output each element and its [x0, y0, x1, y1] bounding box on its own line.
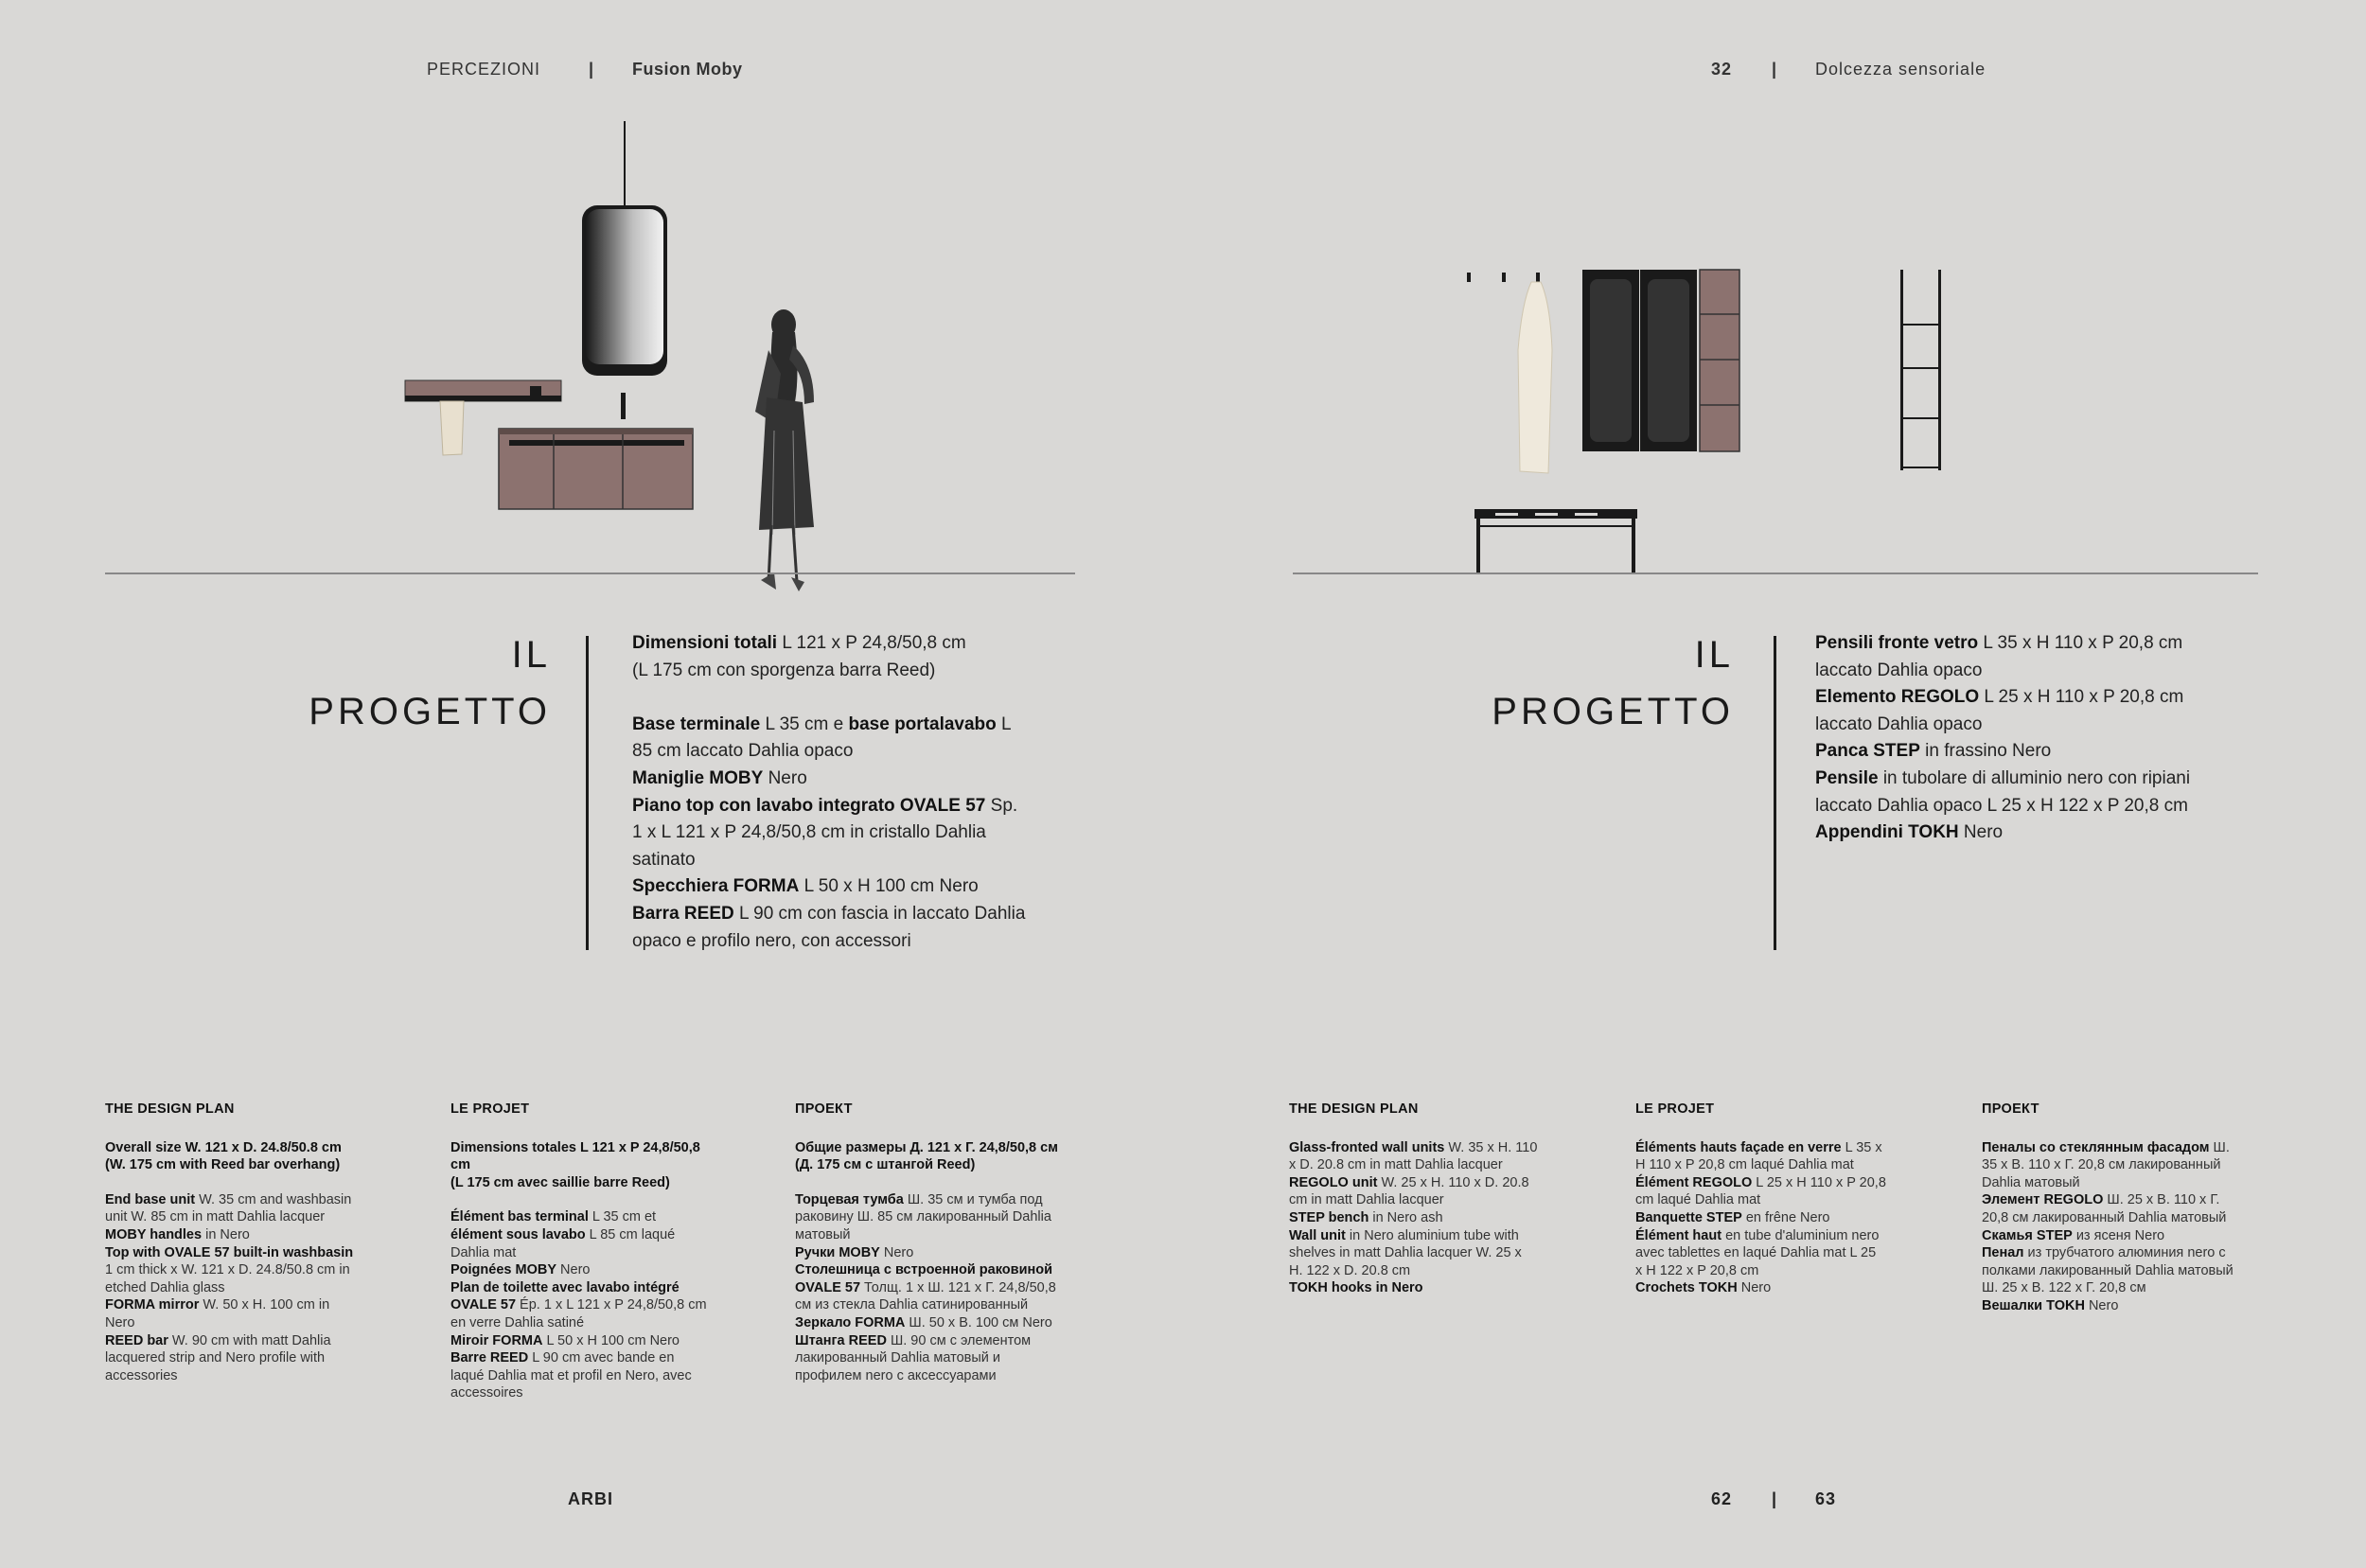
floor-line-left [105, 573, 1075, 574]
label-bold: (W. 175 cm with Reed bar overhang) [105, 1157, 341, 1173]
label-text: 1 x L 121 x P 24,8/50,8 cm in cristallo Dahlia [632, 822, 986, 843]
label-bold: REGOLO unit [1289, 1174, 1378, 1190]
column-line [450, 1226, 727, 1244]
person-silhouette [755, 309, 814, 591]
column-line [105, 1191, 383, 1209]
label-text: Ép. 1 x L 121 x P 24,8/50,8 cm [516, 1297, 707, 1313]
column-line [1635, 1139, 1912, 1157]
column-body [1982, 1139, 2258, 1315]
column-line [1635, 1227, 1912, 1245]
label-bold: Élément haut [1635, 1227, 1722, 1243]
label-text: 20,8 см лакированный Dahlia матовый [1982, 1209, 2227, 1225]
label-bold: Общие размеры Д. 121 x Г. 24,8/50,8 см [795, 1139, 1058, 1155]
label-text: W. 25 x H. 110 x D. 20.8 [1377, 1174, 1529, 1190]
label-text: laccato Dahlia opaco [1815, 660, 1983, 680]
column-line [450, 1367, 727, 1385]
column-line [795, 1261, 1071, 1279]
label-text: in tubolare di alluminio nero con ripiani [1878, 767, 2191, 788]
label-bold: Overall size W. 121 x D. 24.8/50.8 cm [105, 1139, 342, 1155]
label-text: Nero [105, 1314, 135, 1330]
right-column-french [1635, 1101, 1912, 1297]
column-line [1982, 1279, 2258, 1297]
label-bold: Specchiera FORMA [632, 876, 800, 897]
spec-line [1815, 819, 2269, 847]
column-line [1289, 1174, 1565, 1192]
left-title-divider [586, 636, 589, 950]
label-text: H 110 x P 20,8 cm laqué Dahlia mat [1635, 1157, 1854, 1173]
label-bold: Éléments hauts façade en verre [1635, 1139, 1842, 1155]
label-text: en tube d'aluminium nero [1722, 1227, 1880, 1243]
column-line [795, 1314, 1071, 1332]
aluminium-wall-unit [1900, 270, 1903, 470]
column-line [1635, 1262, 1912, 1280]
spacer [795, 1174, 1071, 1191]
column-line [105, 1208, 383, 1226]
right-column-russian [1982, 1101, 2258, 1315]
column-line [450, 1332, 727, 1350]
column-line [450, 1156, 727, 1174]
label-text: Sp. [985, 795, 1018, 816]
tokh-hook [1502, 273, 1506, 282]
column-line [1289, 1279, 1565, 1297]
label-bold: Зеркало FORMA [795, 1314, 906, 1330]
spec-line [1815, 766, 2269, 793]
label-text: полками лакированный Dahlia матовый [1982, 1262, 2234, 1278]
label-text: Nero [1737, 1280, 1772, 1296]
right-column-english [1289, 1101, 1565, 1297]
tokh-hook [1467, 273, 1471, 282]
label-text: W. 35 x H. 110 [1444, 1139, 1538, 1155]
label-bold: STEP bench [1289, 1209, 1369, 1225]
label-bold: Crochets TOKH [1635, 1280, 1738, 1296]
label-text: laqué Dahlia mat et profil en Nero, avec [450, 1367, 692, 1383]
spec-line [632, 901, 1086, 928]
spec-line [1815, 738, 2269, 766]
label-bold: Dimensions totales L 121 x P 24,8/50,8 [450, 1139, 700, 1155]
label-text: L 35 cm e [760, 714, 849, 734]
label-text: avec tablettes en laqué Dahlia mat L 25 [1635, 1245, 1877, 1261]
label-bold: OVALE 57 [450, 1297, 517, 1313]
spec-line [632, 630, 1086, 658]
label-bold: base portalavabo [848, 714, 997, 734]
spacer [450, 1191, 727, 1208]
column-line [1289, 1139, 1565, 1157]
label-text: Nero [879, 1244, 914, 1260]
column-line [105, 1332, 383, 1350]
label-text: x D. 20.8 cm in matt Dahlia lacquer [1289, 1157, 1503, 1173]
column-line [1289, 1209, 1565, 1227]
label-text: W. 90 cm with matt Dahlia [168, 1332, 331, 1348]
label-bold: Pensili fronte vetro [1815, 633, 1979, 653]
column-line [1635, 1209, 1912, 1227]
spec-line [632, 712, 1086, 739]
label-bold: Banquette STEP [1635, 1209, 1742, 1225]
label-text: x H 122 x P 20,8 cm [1635, 1262, 1759, 1278]
label-text: L 85 cm laqué [585, 1226, 676, 1242]
label-text: L 90 cm avec bande en [528, 1350, 675, 1366]
column-line [795, 1156, 1071, 1174]
label-text: L 90 cm con fascia in laccato Dahlia [733, 903, 1026, 924]
label-text: opaco e profilo nero, con accessori [632, 930, 911, 951]
label-text: Nero [2084, 1297, 2119, 1313]
column-line [795, 1349, 1071, 1367]
bathroom-vanity-illustration [397, 118, 833, 610]
label-bold: TOKH hooks in Nero [1289, 1280, 1423, 1296]
footer-page-left: 62 [1711, 1489, 1733, 1508]
label-text: Ш. [2209, 1139, 2230, 1155]
column-line [450, 1139, 727, 1157]
column-line [1982, 1191, 2258, 1209]
label-bold: Штанга REED [795, 1332, 887, 1348]
left-column-english [105, 1101, 383, 1384]
label-text: in Nero [202, 1226, 250, 1242]
label-text: cm in matt Dahlia lacquer [1289, 1192, 1444, 1208]
label-bold: (L 175 cm avec saillie barre Reed) [450, 1174, 670, 1190]
label-bold: Élément REGOLO [1635, 1174, 1753, 1190]
label-text: en verre Dahlia satiné [450, 1314, 585, 1330]
label-bold: Элемент REGOLO [1982, 1192, 2104, 1208]
left-page-title: IL PROGETTO [309, 634, 551, 732]
column-line [1635, 1174, 1912, 1192]
label-bold: cm [450, 1157, 470, 1173]
column-body [1289, 1139, 1565, 1297]
spec-line [632, 793, 1086, 820]
tokh-hook [1536, 273, 1540, 282]
column-line [795, 1332, 1071, 1350]
column-line [105, 1314, 383, 1332]
footer-brand: ARBI [568, 1489, 613, 1508]
header-separator-right: | [1772, 60, 1778, 79]
column-line [1289, 1227, 1565, 1245]
label-bold: Élément bas terminal [450, 1209, 589, 1225]
label-bold: Barre REED [450, 1350, 529, 1366]
label-text: L 25 x H 110 x P 20,8 [1752, 1174, 1886, 1190]
column-line [795, 1279, 1071, 1297]
right-title-divider [1774, 636, 1776, 950]
spec-line [632, 766, 1086, 793]
header-section: PERCEZIONI [427, 60, 541, 79]
spacer [105, 1174, 383, 1191]
label-text: см из стекла Dahlia сатинированный [795, 1297, 1029, 1313]
footer-page-right: 63 [1815, 1489, 1837, 1508]
column-heading: LE PROJET [1635, 1101, 1715, 1117]
label-text: L 35 cm et [588, 1209, 657, 1225]
label-bold: Вешалки TOKH [1982, 1297, 2085, 1313]
label-text: L 35 x [1841, 1139, 1882, 1155]
label-bold: Maniglie MOBY [632, 767, 764, 788]
label-text: Dahlia матовый [1982, 1174, 2080, 1190]
label-bold: Glass-fronted wall units [1289, 1139, 1445, 1155]
column-line [795, 1139, 1071, 1157]
column-line [450, 1174, 727, 1192]
column-line [450, 1384, 727, 1402]
column-line [450, 1279, 727, 1297]
label-text: en frêne Nero [1741, 1209, 1830, 1225]
column-line [795, 1296, 1071, 1314]
column-line [1635, 1191, 1912, 1209]
label-text: Ш. 90 см с элементом [886, 1332, 1032, 1348]
column-line [105, 1261, 383, 1279]
label-bold: Столешница с встроенной раковиной [795, 1262, 1053, 1278]
label-bold: Piano top con lavabo integrato OVALE 57 [632, 795, 986, 816]
floor-line-right [1293, 573, 2258, 574]
label-text: laccato Dahlia opaco L 25 x H 122 x P 20,8 cm [1815, 795, 2188, 816]
column-line [450, 1261, 727, 1279]
label-text: Ш. 25 x В. 110 x Г. [2103, 1192, 2220, 1208]
left-spec-list [632, 630, 1086, 955]
spec-line [632, 738, 1086, 766]
column-heading: ПРОЕКТ [795, 1101, 853, 1117]
column-line [1635, 1156, 1912, 1174]
label-text: H. 122 x D. 20.8 cm [1289, 1262, 1411, 1278]
column-line [105, 1367, 383, 1385]
label-bold: Barra REED [632, 903, 734, 924]
label-text: L 35 x H 110 x P 20,8 cm [1978, 633, 2183, 653]
label-bold: Pensile [1815, 767, 1879, 788]
header-page-number: 32 [1711, 60, 1733, 79]
label-text: L 50 x H 100 cm Nero [799, 876, 979, 897]
label-text: accessoires [450, 1385, 523, 1401]
column-line [105, 1296, 383, 1314]
column-line [795, 1244, 1071, 1262]
regolo-unit [1700, 270, 1739, 451]
label-text: Ш. 50 x В. 100 см Nero [905, 1314, 1052, 1330]
column-body [1635, 1139, 1912, 1297]
spec-line [632, 819, 1086, 847]
column-heading: LE PROJET [450, 1101, 530, 1117]
label-bold: Base terminale [632, 714, 761, 734]
label-bold: Dimensioni totali [632, 633, 778, 653]
column-line [450, 1244, 727, 1262]
faucet [621, 393, 626, 419]
label-bold: Appendini TOKH [1815, 822, 1959, 843]
label-bold: OVALE 57 [795, 1279, 861, 1295]
label-text: профилем nero с аксессуарами [795, 1367, 997, 1383]
label-bold: Plan de toilette avec lavabo intégré [450, 1279, 680, 1295]
label-text: shelves in matt Dahlia lacquer W. 25 x [1289, 1245, 1522, 1261]
header-subtitle: Dolcezza sensoriale [1815, 60, 1986, 79]
label-text: laccato Dahlia opaco [1815, 714, 1983, 734]
label-bold: Miroir FORMA [450, 1332, 543, 1348]
column-line [1982, 1244, 2258, 1262]
footer-separator: | [1772, 1489, 1778, 1508]
column-line [795, 1226, 1071, 1244]
column-line [1982, 1174, 2258, 1192]
column-line [105, 1156, 383, 1174]
label-bold: Скамья STEP [1982, 1227, 2073, 1243]
column-line [105, 1244, 383, 1262]
label-text: in Nero ash [1368, 1209, 1443, 1225]
label-text: W. 50 x H. 100 cm in [199, 1297, 330, 1313]
label-text: accessories [105, 1367, 178, 1383]
column-body [105, 1139, 383, 1385]
wall-units-illustration [1457, 265, 1950, 577]
spec-line [1815, 793, 2269, 820]
label-bold: (Д. 175 см с штангой Reed) [795, 1157, 976, 1173]
label-bold: Elemento REGOLO [1815, 687, 1980, 708]
bathrobe [1518, 282, 1552, 473]
label-bold: Panca STEP [1815, 741, 1920, 762]
spec-line [1815, 684, 2269, 712]
label-text: L 50 x H 100 cm Nero [542, 1332, 680, 1348]
column-line [1289, 1244, 1565, 1262]
column-body [795, 1139, 1071, 1385]
label-bold: REED bar [105, 1332, 168, 1348]
label-text: satinato [632, 849, 696, 870]
spec-line [632, 873, 1086, 901]
label-bold: Пенал [1982, 1245, 2024, 1261]
label-text: unit W. 85 cm in matt Dahlia lacquer [105, 1209, 326, 1225]
label-text: Nero [1958, 822, 2004, 843]
label-bold: MOBY handles [105, 1226, 203, 1242]
header-product: Fusion Moby [632, 60, 743, 79]
label-bold: End base unit [105, 1191, 196, 1207]
column-line [795, 1208, 1071, 1226]
label-bold: Пеналы со стеклянным фасадом [1982, 1139, 2210, 1155]
label-text: W. 35 cm and washbasin [195, 1191, 352, 1207]
spec-line [1815, 658, 2269, 685]
label-text: in Nero aluminium tube with [1345, 1227, 1519, 1243]
label-text: L 121 x P 24,8/50,8 cm [777, 633, 966, 653]
spacer [632, 684, 1086, 712]
label-text: 35 x В. 110 x Г. 20,8 см лакированный [1982, 1157, 2221, 1173]
column-line [1982, 1139, 2258, 1157]
column-line [105, 1349, 383, 1367]
spec-line [632, 928, 1086, 956]
column-body [450, 1139, 727, 1402]
label-text: Nero [556, 1262, 591, 1278]
column-line [1289, 1156, 1565, 1174]
spec-line [632, 658, 1086, 685]
column-line [1982, 1227, 2258, 1245]
label-bold: Ручки MOBY [795, 1244, 880, 1260]
column-line [105, 1139, 383, 1157]
label-text: раковину Ш. 85 см лакированный Dahlia [795, 1209, 1051, 1225]
label-bold: Poignées MOBY [450, 1262, 556, 1278]
label-text: L [996, 714, 1012, 734]
label-text: (L 175 cm con sporgenza barra Reed) [632, 660, 936, 680]
label-text: матовый [795, 1226, 851, 1242]
label-text: 1 cm thick x W. 121 x D. 24.8/50.8 cm in [105, 1262, 350, 1278]
column-line [1635, 1244, 1912, 1262]
spec-line [1815, 630, 2269, 658]
right-spec-list [1815, 630, 2269, 847]
header-separator: | [589, 60, 595, 79]
column-line [105, 1226, 383, 1244]
column-heading: THE DESIGN PLAN [105, 1101, 235, 1117]
label-text: лакированный Dahlia матовый и [795, 1350, 1001, 1366]
right-page-title: IL PROGETTO [1492, 634, 1734, 732]
label-text: из трубчатого алюминия nero с [2023, 1245, 2226, 1261]
label-bold: Wall unit [1289, 1227, 1346, 1243]
spec-line [632, 847, 1086, 874]
column-line [1289, 1191, 1565, 1209]
column-line [1982, 1262, 2258, 1280]
column-heading: THE DESIGN PLAN [1289, 1101, 1419, 1117]
column-line [1289, 1262, 1565, 1280]
label-text: Nero [763, 767, 807, 788]
left-column-french [450, 1101, 727, 1402]
label-text: Ш. 25 x В. 122 x Г. 20,8 см [1982, 1280, 2146, 1296]
column-heading: ПРОЕКТ [1982, 1101, 2039, 1117]
column-line [450, 1349, 727, 1367]
label-text: L 25 x H 110 x P 20,8 cm [1979, 687, 2184, 708]
column-line [795, 1191, 1071, 1209]
label-text: Dahlia mat [450, 1244, 517, 1260]
label-text: cm laqué Dahlia mat [1635, 1192, 1761, 1208]
spec-line [1815, 712, 2269, 739]
label-text: in frassino Nero [1919, 741, 2052, 762]
column-line [450, 1296, 727, 1314]
column-line [795, 1367, 1071, 1385]
label-text: из ясеня Nero [2072, 1227, 2165, 1243]
label-bold: Top with OVALE 57 built-in washbasin [105, 1244, 354, 1260]
column-line [105, 1279, 383, 1297]
column-line [1635, 1279, 1912, 1297]
label-text: lacquered strip and Nero profile with [105, 1350, 326, 1366]
column-line [1982, 1297, 2258, 1315]
label-text: etched Dahlia glass [105, 1279, 225, 1295]
label-text: 85 cm laccato Dahlia opaco [632, 741, 854, 762]
column-line [1982, 1156, 2258, 1174]
towel [440, 401, 464, 455]
left-column-russian [795, 1101, 1071, 1384]
label-text: Ш. 35 см и тумба под [903, 1191, 1043, 1207]
column-line [450, 1208, 727, 1226]
label-bold: FORMA mirror [105, 1297, 200, 1313]
column-line [1982, 1209, 2258, 1227]
column-line [450, 1314, 727, 1332]
label-bold: élément sous lavabo [450, 1226, 586, 1242]
label-text: Толщ. 1 x Ш. 121 x Г. 24,8/50,8 [860, 1279, 1056, 1295]
label-bold: Торцевая тумба [795, 1191, 904, 1207]
